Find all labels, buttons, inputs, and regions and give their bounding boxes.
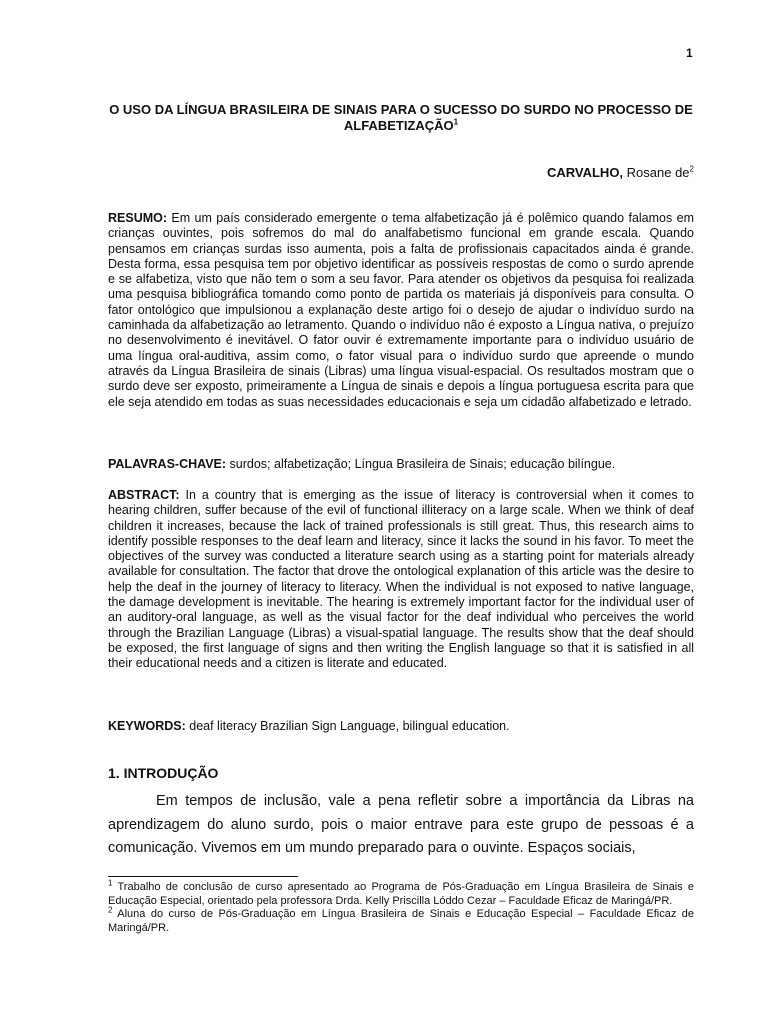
footnotes: [108, 878, 694, 935]
author-surname: CARVALHO,: [546, 165, 624, 180]
footnote-divider: [108, 876, 298, 877]
intro-paragraph: Em tempos de inclusão, vale a pena refletir sobre a importância da Libras na aprendizagem do aluno surdo, pois o maior entrave para este grupo de pessoas é a comunicação. Vivemos em um mundo preparado para o ouvinte. Espaços sociais,: [108, 793, 694, 856]
palavras-chave-label: PALAVRAS-CHAVE:: [108, 457, 227, 471]
keywords-text: deaf literacy Brazilian Sign Language, bilingual education.: [185, 719, 510, 733]
paper-title: [108, 102, 694, 134]
abstract-paragraph: [108, 488, 694, 672]
footnote: [108, 905, 694, 935]
resumo-text: Em um país considerado emergente o tema alfabetização já é polêmico quando falamos em crianças ouvintes, pois sofremos do mal do analfabetismo funcional em grande escala. Quando pensamos em crianças surdas isso aumenta, pois a falta de profissionais capacitados ainda é grande. Desta forma, essa pesquisa tem por objetivo identificar as possíveis respostas de como o surdo aprende e se alfabetiza, visto que não tem o som a seu favor. Para atender os objetivos da pesquisa foi realizada uma pesquisa bibliográfica tomando como ponto de partida os materiais já disponíveis para consulta. O fator ontológico que impulsionou a explanação deste artigo foi o desejo de ajudar o indivíduo surdo na caminhada da alfabetização ao letramento. Quando o indivíduo não é exposto a Língua nativa, o prejuízo no desenvolvimento é inevitável. O fator ouvir é extremamente importante para o indivíduo usuário de uma língua oral-auditiva, assim como, o fator visual para o indivíduo surdo que apreende o mundo através da Língua Brasileira de sinais (Libras) uma língua visual-espacial. Os resultados mostram que o surdo deve ser exposto, primeiramente a Língua de sinais e depois a língua portuguesa escrita para que ele seja atendido em todas as suas necessidades educacionais e seja um cidadão alfabetizado e letrado.: [108, 211, 694, 409]
abstract-label: ABSTRACT:: [108, 488, 180, 502]
abstract-text: In a country that is emerging as the issue of literacy is controversial when it comes to hearing children, suffer because of the evil of functional illiteracy on a large scale. When we think of deaf children it increases, because the lack of trained professionals is still great. Thus, this research aims to identify possible responses to the deaf learn and literacy, since it lacks the sound in his favor. To meet the objectives of the survey was conducted a literature search using as a starting point for materials already available for consultation. The factor that drove the ontological explanation of this article was the desire to help the deaf in the journey of literacy to literacy. When the individual is not exposed to native language, the damage development is inevitable. The hearing is extremely important factor for the individual user of an auditory-oral language, as well as the visual factor for the deaf individual who perceives the world through the Brazilian Language (Libras) a visual-spatial language. The results show that the deaf should be exposed, the first language of signs and then writing the English language so that it is satisfied in all their educational needs and a citizen is literate and educated.: [108, 488, 694, 671]
palavras-chave-text: surdos; alfabetização; Língua Brasileira de Sinais; educação bilíngue.: [226, 457, 616, 471]
resumo-label: RESUMO:: [108, 211, 168, 225]
paper-title-text: O USO DA LÍNGUA BRASILEIRA DE SINAIS PARA O SUCESSO DO SURDO NO PROCESSO DE ALFABETIZAÇÃO: [109, 102, 693, 133]
keywords-label: KEYWORDS:: [108, 719, 186, 733]
palavras-chave-paragraph: [108, 457, 694, 472]
keywords-paragraph: [108, 719, 694, 734]
author-line: [108, 165, 694, 181]
footnote-mark: 1: [108, 878, 113, 888]
resumo-paragraph: [108, 211, 694, 410]
footnote-mark: 2: [108, 905, 113, 915]
title-footnote-mark: 1: [453, 117, 459, 127]
footnote: [108, 878, 694, 908]
footnote-text: Trabalho de conclusão de curso apresentado ao Programa de Pós-Graduação em Língua Brasileira de Sinais e Educação Especial, orientado pela professora Drda. Kelly Priscilla Lóddo Cezar – Faculdade Eficaz de Maringá/PR.: [108, 881, 694, 907]
section-heading: 1. INTRODUÇÃO: [108, 765, 219, 781]
footnote-text: Aluna do curso de Pós-Graduação em Língua Brasileira de Sinais e Educação Especial – Faculdade Eficaz de Maringá/PR.: [108, 908, 694, 934]
page-number: 1: [686, 46, 693, 60]
author-footnote-mark: 2: [689, 164, 694, 174]
author-given-name: Rosane de: [623, 165, 690, 180]
